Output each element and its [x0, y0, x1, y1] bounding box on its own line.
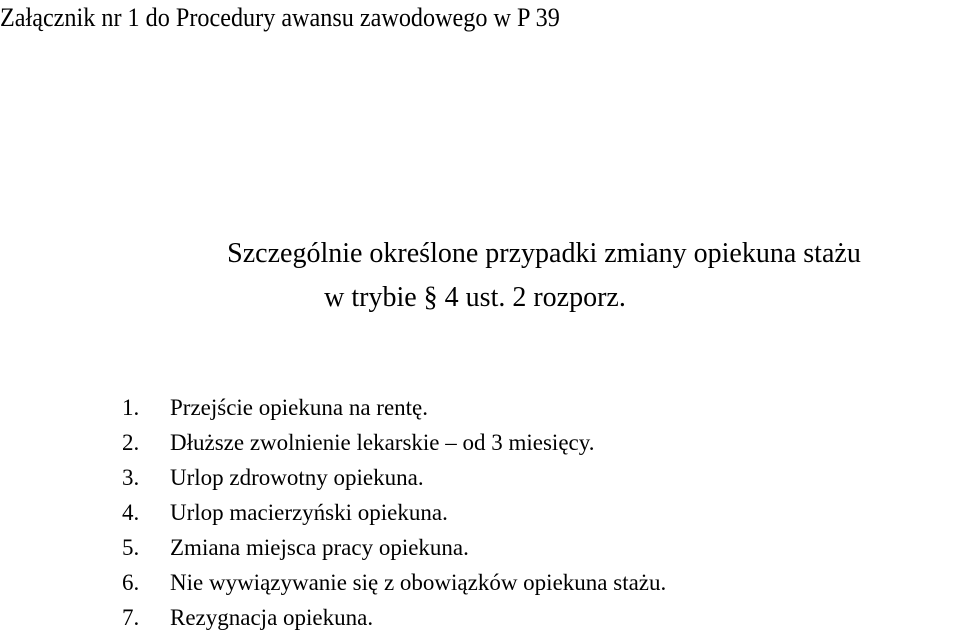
list-item-number: 7. — [122, 605, 140, 630]
list-item — [122, 495, 666, 530]
list-item-text: Urlop zdrowotny opiekuna. — [170, 465, 424, 490]
list-item-number: 6. — [122, 570, 140, 595]
list-item-text: Zmiana miejsca pracy opiekuna. — [170, 535, 469, 560]
list-item-text: Dłuższe zwolnienie lekarskie – od 3 miesięcy. — [170, 430, 595, 455]
list-item — [122, 530, 666, 565]
list-item-number: 1. — [122, 395, 140, 420]
title-line-2: w trybie § 4 ust. 2 rozporz. — [324, 282, 626, 313]
list-item — [122, 390, 666, 425]
list-item — [122, 600, 666, 635]
list-item-number: 2. — [122, 430, 140, 455]
list-item-text: Nie wywiązywanie się z obowiązków opiekuna stażu. — [170, 570, 667, 595]
list-item-text: Urlop macierzyński opiekuna. — [170, 500, 448, 525]
list-item-text: Przejście opiekuna na rentę. — [170, 395, 428, 420]
title-line-1: Szczególnie określone przypadki zmiany opiekuna stażu — [227, 238, 861, 269]
cases-list — [122, 390, 666, 635]
list-item-number: 4. — [122, 500, 140, 525]
list-item-number: 5. — [122, 535, 140, 560]
document-header: Załącznik nr 1 do Procedury awansu zawodowego w P 39 — [0, 3, 560, 32]
list-item — [122, 425, 666, 460]
list-item — [122, 460, 666, 495]
list-item — [122, 565, 666, 600]
list-item-text: Rezygnacja opiekuna. — [170, 605, 374, 630]
document-title — [0, 232, 960, 320]
list-item-number: 3. — [122, 465, 140, 490]
